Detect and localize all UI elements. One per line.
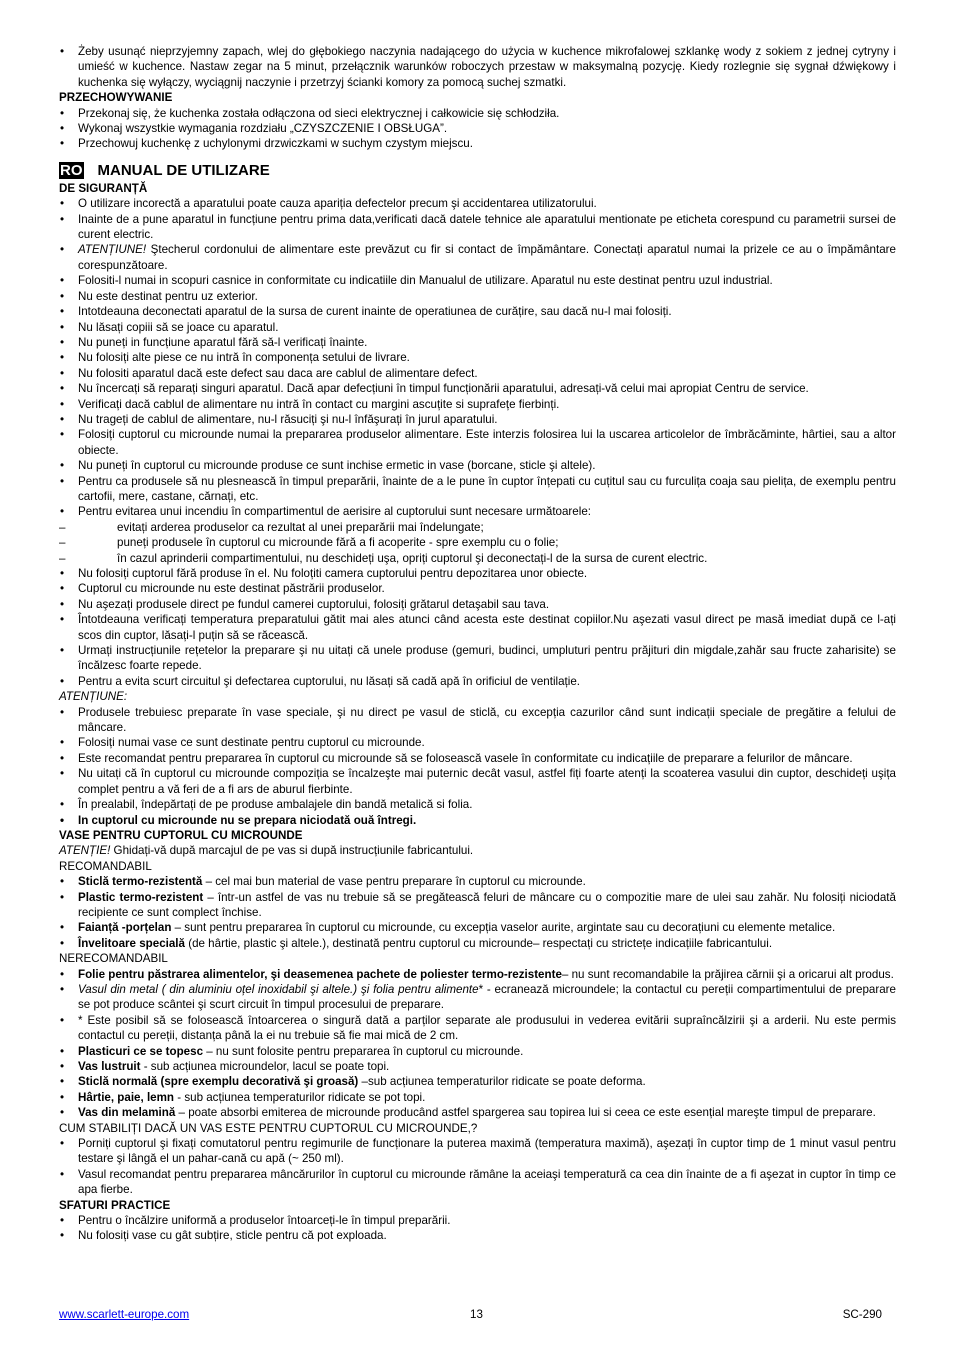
list-item: • Folosiți numai vase ce sunt destinate pentru cuptorul cu microunde. (59, 735, 896, 750)
list-item: • Nu folosiți cuptorul fără produse în el. Nu foloțiti camera cuptorului pentru depozitarea unor obiecte. (59, 566, 896, 581)
list-item: • Inainte de a pune aparatul in funcțiune pentru prima data,verificati dacă datele tehnice ale aparatului mentionate pe eticheta corespund cu parametrii sursei de curent electric. (59, 212, 896, 243)
storage-heading: PRZECHOWYWANIE (59, 91, 173, 105)
item-term: Sticlă normală (spre exemplu decorativă şi groasă) (78, 1075, 359, 1089)
attention-heading: ATENȚIUNE: (59, 690, 128, 704)
list-item (59, 1059, 896, 1074)
list-item (59, 1105, 896, 1120)
list-item: • Întotdeauna verificați temperatura preparatului gătit mai ales atunci când acesta este destinat copiilor.Nu aşezati vasul direct pe masă imediat după ce l-ați scos din cuptor, lăsați-l puțin să se răcească. (59, 612, 896, 643)
recommended-heading: RECOMANDABIL (59, 859, 152, 873)
list-item: • Vasul recomandat pentru prepararea mâncărurilor în cuptorul cu microunde rămâne la aceiaşi temperatură ca cea din înainte de a fi aşezat in cuptor în timp ce apa fierbe. (59, 1167, 896, 1198)
item-desc: - sub acțiunea temperaturilor ridicate se pot topi. (174, 1090, 426, 1104)
page-footer (59, 1308, 882, 1324)
item-desc: – sunt pentru prepararea în cuptorul cu microunde, cu excepția vaselor aurite, argintate sau cu decorațiuni cu elemente metalice. (171, 921, 836, 935)
list-item: • Nu este destinat pentru uz exterior. (59, 289, 896, 304)
list-item: • Folosiți cuptorul cu microunde numai la prepararea produselor alimentare. Este interzis folosirea lui la uscarea articolelor de îmbrăcăminte, hârtiei, sau a altor obiecte. (59, 427, 896, 458)
tips-list (59, 1213, 896, 1244)
list-item: • Przechowuj kuchenkę z uchylonymi drzwiczkami w suchym czystym miejscu. (59, 136, 896, 151)
list-item: • Pentru ca produsele să nu plesnească în timpul preparării, înainte de a le pune în cuptor înțepati cu cuțitul sau cu furculița coaja sau pielița, de exemplu pentru cartofii, mere, castane, cărnați, etc. (59, 474, 896, 505)
list-item: • Nu folositi aparatul dacă este defect sau daca are cablul de alimentare defect. (59, 366, 896, 381)
note-text: Ghidați-vă după marcajul de pe vas si după instrucțiunile fabricantului. (110, 844, 474, 858)
list-item: • Nu folosiți vase cu gât subțire, sticle pentru că pot exploada. (59, 1228, 896, 1243)
warning-text: Ştecherul cordonului de alimentare este prevăzut cu fir si contact de împământare. Conectați aparatul numai la prizele ce au o împământare corespunzătoare. (78, 243, 896, 272)
list-item: • * Este posibil să se folosească întoarcerea o singură dată a parților separate ale produsului in vederea evitării supraîncălzirii şi a arderii. Nu este permis contactul cu pereții, distanța până la ei nu trebuie să fie mai mică de 2 cm. (59, 1013, 896, 1044)
check-list (59, 1136, 896, 1198)
page-number: 13 (470, 1308, 483, 1321)
list-item (59, 982, 896, 1013)
attention-list (59, 705, 896, 828)
list-item: • Intotdeauna deconectati aparatul de la sursa de curent inainte de operatiunea de curățire, sau dacă nu-l mai folosiți. (59, 304, 896, 319)
dash-item: – evitați arderea produselor ca rezultat al unei preparării mai îndelungate; (59, 520, 896, 535)
item-desc: * - ecranează microundele; la contactul cu pereții compartimentului de preparare se pot produce scântei şi scurt circuit în timpul procesului de preparare. (78, 982, 896, 1012)
list-item: • Nu încercați să reparați singuri aparatul. Dacă apar defecțiuni în timpul funcționării aparatului, adresați-vă celui mai apropiat Centru de service. (59, 381, 896, 396)
item-desc: – poate absorbi emiterea de microunde producând astfel spargerea sau topirea lui si ceea ce este esențial mareşte timpul de preparare. (175, 1106, 876, 1120)
not-recommended-list (59, 967, 896, 1121)
list-item: • Folositi-l numai in scopuri casnice in conformitate cu indicatiile din Manualul de utilizare. Aparatul nu este destinat pentru uzul industrial. (59, 273, 896, 288)
list-item: • Verificați dacă cablul de alimentare nu intră în contact cu margini ascuțite si suprafețe fierbinți. (59, 397, 896, 412)
list-item: • Nu lăsați copiii să se joace cu aparatul. (59, 320, 896, 335)
item-term: Vas lustruit (78, 1060, 141, 1073)
dash-list (59, 520, 896, 566)
vessels-note (59, 843, 896, 858)
item-desc: (de hârtie, plastic şi altele.), destinată pentru cuptorul cu microunde– respectați cu strictețe indicațiile fabricantului. (184, 936, 773, 950)
note-label: ATENȚIE! (59, 844, 111, 858)
safety-list-2 (59, 566, 896, 689)
list-item: • Nu uitați că în cuptorul cu microunde compoziția se încalzeşte mai puternic decât vasul, astfel fiți foarte atenți la scoaterea vasului din cuptor, deschideți uşița complet pentru a vă feri de a fi ars de aburul fierbinte. (59, 766, 896, 797)
list-item: • Pentru a evita scurt circuitul şi defectarea cuptorului, nu lăsați să cadă apă în orificiul de ventilație. (59, 674, 896, 689)
item-desc: - sub acțiunea microundelor, lacul se poate topi. (140, 1060, 390, 1073)
dash-item: – în cazul aprinderii compartimentului, nu deschideți uşa, opriți cuptorul şi deconectați-l de la sursa de curent electric. (59, 551, 896, 566)
list-item (59, 890, 896, 921)
list-item: • Żeby usunąć nieprzyjemny zapach, wlej do głębokiego naczynia nadającego do użycia w kuchence mikrofalowej szklankę wody z sokiem z jednej cytryny i umieść w kuchence. Nastaw zegar na 5 minut, przełącznik warunków roboczych przestaw w maksymalną pozycję. Kiedy rozlegnie się sygnał dźwiękowy i kuchenka się wyłączy, wyciągnij naczynie i przetrzyj ścianki komory za pomocą suchej szmatki. (59, 44, 896, 90)
model-number: SC-290 (842, 1308, 882, 1321)
item-desc: – într-un astfel de vas nu trebuie să se pregătească feluri de mâncare cu o compozitie mare de ulei sau zahăr. Nu folosiți niciodată recipiente ce sunt complect închise. (78, 890, 896, 919)
list-item: • Produsele trebuiesc preparate în vase speciale, şi nu direct pe vasul de sticlă, cu excepția cazurilor când sunt indicații speciale de pregătire a felului de mâncare. (59, 705, 896, 736)
list-item: • Nu trageți de cablul de alimentare, nu-l răsuciți şi nu-l înfăşurați în jurul aparatului. (59, 412, 896, 427)
item-term: Plasticuri ce se topesc (78, 1044, 204, 1058)
pl-list-top (59, 44, 896, 90)
item-term: Vasul din metal ( din aluminiu oțel inoxidabil şi altele.) şi folia pentru alimente (78, 982, 479, 996)
list-item: • Nu puneți în cuptorul cu microunde produse ce sunt inchise ermetic in vase (borcane, sticle şi altele). (59, 458, 896, 473)
warning-label: ATENȚIUNE! (78, 243, 147, 257)
safety-list (59, 196, 896, 520)
tips-heading: SFATURI PRACTICE (59, 1198, 171, 1212)
list-item: • Nu puneți in funcțiune aparatul fără să-l verificați înainte. (59, 335, 896, 350)
item-desc: – cel mai bun material de vase pentru preparare în cuptorul cu microunde. (202, 875, 586, 889)
list-item: • Porniți cuptorul şi fixați comutatorul pentru regimurile de funcționare la puterea maximă (temperatura maximă), aşezați în cuptor timp de 1 minut vasul pentru testare şi lângă el un pahar-cană cu apă (~ 250 ml). (59, 1136, 896, 1167)
recommended-list (59, 874, 896, 951)
list-item (59, 936, 896, 951)
list-item (59, 242, 896, 273)
item-term: Învelitoare specială (78, 936, 185, 950)
item-desc: –sub acțiunea temperaturilor ridicate se poate deforma. (358, 1075, 646, 1089)
item-term: Hârtie, paie, lemn (78, 1090, 175, 1104)
safety-heading: DE SIGURANȚĂ (59, 181, 148, 195)
item-desc: – nu sunt folosite pentru prepararea în cuptorul cu microunde. (203, 1044, 524, 1058)
list-item: • Wykonaj wszystkie wymagania rozdziału „CZYSZCZENIE I OBSŁUGA”. (59, 121, 896, 136)
list-item: • Przekonaj się, że kuchenka została odłączona od sieci elektrycznej i całkowicie się schłodziła. (59, 106, 896, 121)
list-item: • In cuptorul cu microunde nu se prepara niciodată ouă întregi. (59, 813, 896, 828)
list-item (59, 920, 896, 935)
list-item: • Cuptorul cu microunde nu este destinat păstrării produselor. (59, 581, 896, 596)
storage-list (59, 106, 896, 152)
item-term: Sticlă termo-rezistentă (78, 875, 203, 889)
item-term: Faianță -porțelan (78, 921, 172, 935)
document-body (59, 44, 896, 1244)
list-item: • Nu folosiți alte piese ce nu intră în componența setului de livrare. (59, 350, 896, 365)
list-item: • Pentru o încălzire uniformă a produselor întoarceți-le în timpul preparării. (59, 1213, 896, 1228)
check-heading: CUM STABILIȚI DACĂ UN VAS ESTE PENTRU CUPTORUL CU MICROUNDE,? (59, 1121, 478, 1135)
item-term: Plastic termo-rezistent (78, 890, 204, 904)
dash-item: – puneți produsele în cuptorul cu microunde fără a fi acoperite - spre exemplu cu o folie; (59, 535, 896, 550)
item-term: Folie pentru păstrarea alimentelor, şi deasemenea pachete de poliester termo-rezistente (78, 967, 562, 981)
list-item: • Este recomandat pentru prepararea în cuptorul cu microunde să se folosească vasele în conformitate cu indicațiile de preparare a felurilor de mâncare. (59, 751, 896, 766)
vessels-heading: VASE PENTRU CUPTORUL CU MICROUNDE (59, 828, 303, 842)
list-item: • Nu aşezați produsele direct pe fundul camerei cuptorului, folosiți grătarul detaşabil sau tava. (59, 597, 896, 612)
list-item (59, 874, 896, 889)
language-badge: RO (60, 162, 83, 180)
list-item (59, 1074, 896, 1089)
list-item: • Pentru evitarea unui incendiu în compartimentul de aerisire al cuptorului sunt necesare următoarele: (59, 504, 896, 519)
list-item (59, 1044, 896, 1059)
list-item (59, 1090, 896, 1105)
list-item (59, 967, 896, 982)
section-title: MANUAL DE UTILIZARE (97, 162, 270, 180)
list-item: • În prealabil, îndepărtați de pe produse ambalajele din bandă metalică si folia. (59, 797, 896, 812)
item-desc: – nu sunt recomandabile la prăjirea cărnii şi a oricarui alt produs. (561, 967, 894, 981)
not-recommended-heading: NERECOMANDABIL (59, 952, 168, 966)
section-header (59, 161, 896, 181)
list-item: • O utilizare incorectă a aparatului poate cauza apariția defectelor precum şi accidentarea utilizatorului. (59, 196, 896, 211)
item-term: Vas din melamină (78, 1106, 176, 1120)
website-link[interactable]: www.scarlett-europe.com (59, 1308, 190, 1321)
list-item: • Urmați instrucțiunile rețetelor la preparare şi nu uitați că unele produse (gemuri, budinci, umpluturi pentru prăjituri din migdale,zahăr sau fructe zaharisite) se încălzesc foarte repede. (59, 643, 896, 674)
